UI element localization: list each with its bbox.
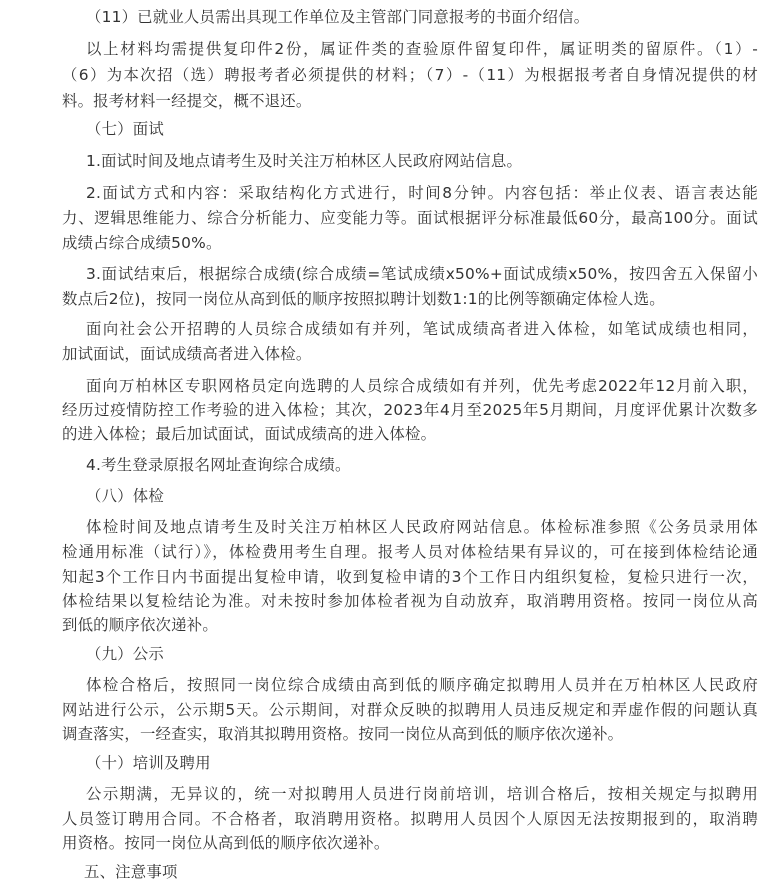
paragraph-line: （11）已就业人员需出具现工作单位及主管部门同意报考的书面介绍信。 [86, 8, 590, 26]
paragraph-line: 面向万柏林区专职网格员定向选聘的人员综合成绩如有并列，优先考虑2022年12月前入职， [86, 377, 758, 395]
paragraph-line: 以上材料均需提供复印件2份，属证件类的查验原件留复印件，属证明类的留原件。（1）- [86, 40, 758, 58]
paragraph-line: 用资格。按同一岗位从高到低的顺序依次递补。 [62, 834, 390, 852]
paragraph-line: 4.考生登录原报名网址查询综合成绩。 [86, 456, 351, 474]
paragraph-line: 数点后2位)，按同一岗位从高到低的顺序按照拟聘计划数1:1的比例等额确定体检人选。 [62, 290, 665, 308]
paragraph-line: 3.面试结束后，根据综合成绩(综合成绩=笔试成绩x50%+面试成绩x50%，按四舍五入保留小 [86, 265, 758, 283]
paragraph-line: 2.面试方式和内容：采取结构化方式进行，时间8分钟。内容包括：举止仪表、语言表达能 [86, 184, 758, 202]
paragraph-line: 面向社会公开招聘的人员综合成绩如有并列，笔试成绩高者进入体检，如笔试成绩也相同， [86, 320, 758, 338]
paragraph-line: 检通用标准（试行）》，体检费用考生自理。报考人员对体检结果有异议的，可在接到体检结论通 [62, 543, 758, 561]
section-heading-publicity: （九）公示 [86, 645, 164, 663]
paragraph-line: 体检结果以复检结论为准。对未按时参加体检者视为自动放弃，取消聘用资格。按同一岗位从高 [62, 592, 758, 610]
paragraph-line: 公示期满，无异议的，统一对拟聘用人员进行岗前培训，培训合格后，按相关规定与拟聘用 [86, 785, 758, 803]
paragraph-line: 到低的顺序依次递补。 [62, 616, 218, 634]
paragraph-line: 调查落实，一经查实，取消其拟聘用资格。按同一岗位从高到低的顺序依次递补。 [62, 725, 624, 743]
paragraph-line: 料。报考材料一经提交，概不退还。 [62, 92, 312, 110]
paragraph-line: 的进入体检；最后加试面试，面试成绩高的进入体检。 [62, 425, 437, 443]
section-heading-physical-exam: （八）体检 [86, 487, 164, 505]
paragraph-line: 经历过疫情防控工作考验的进入体检；其次，2023年4月至2025年5月期间，月度评优累计次数多 [62, 401, 758, 419]
paragraph-line: 体检时间及地点请考生及时关注万柏林区人民政府网站信息。体检标准参照《公务员录用体 [86, 518, 758, 536]
section-heading-notes: 五、注意事项 [84, 863, 178, 881]
paragraph-line: 1.面试时间及地点请考生及时关注万柏林区人民政府网站信息。 [86, 152, 523, 170]
paragraph-line: （6）为本次招（选）聘报考者必须提供的材料；（7）-（11）为根据报考者自身情况提供的材 [62, 66, 758, 84]
paragraph-line: 体检合格后，按照同一岗位综合成绩由高到低的顺序确定拟聘用人员并在万柏林区人民政府 [86, 676, 758, 694]
paragraph-line: 加试面试，面试成绩高者进入体检。 [62, 345, 312, 363]
section-heading-training-hiring: （十）培训及聘用 [86, 754, 211, 772]
paragraph-line: 网站进行公示，公示期5天。公示期间，对群众反映的拟聘用人员违反规定和弄虚作假的问题认真 [62, 701, 758, 719]
section-heading-interview: （七）面试 [86, 120, 164, 138]
paragraph-line: 知起3个工作日内书面提出复检申请，收到复检申请的3个工作日内组织复检，复检只进行一次， [62, 568, 758, 586]
paragraph-line: 成绩占综合成绩50%。 [62, 234, 222, 252]
paragraph-line: 力、逻辑思维能力、综合分析能力、应变能力等。面试根据评分标准最低60分，最高100分。面试 [62, 209, 758, 227]
paragraph-line: 人员签订聘用合同。不合格者，取消聘用资格。拟聘用人员因个人原因无法按期报到的，取消聘 [62, 810, 758, 828]
